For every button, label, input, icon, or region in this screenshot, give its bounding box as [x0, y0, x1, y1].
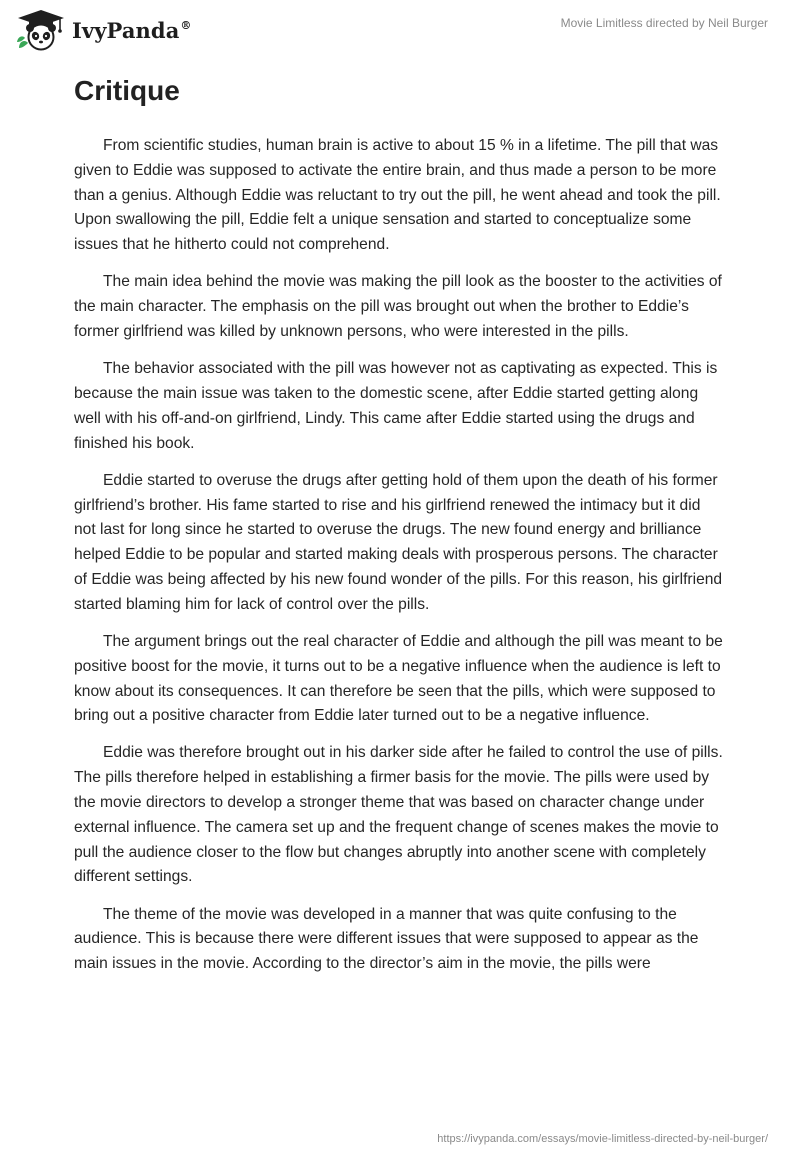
document-title: Movie Limitless directed by Neil Burger — [560, 16, 768, 30]
panda-graduation-cap-icon — [14, 8, 68, 52]
paragraph: Eddie started to overuse the drugs after getting hold of them upon the death of his former girlfriend’s brother. His fame started to rise and his girlfriend renewed the intimacy but it did not last for long since he started to overuse the drugs. The new found energy and brilliance helped Eddie to be popular and started making deals with prosperous persons. The character of Eddie was being affected by his new found wonder of the pills. For this reason, his girlfriend started blaming him for lack of control over the pills. — [74, 471, 723, 613]
page-header — [0, 0, 800, 64]
paragraph: The main idea behind the movie was making the pill look as the booster to the activities of the main character. The emphasis on the pill was brought out when the brother to Eddie’s former girlfriend was killed by unknown persons, who were interested in the pills. — [74, 273, 722, 340]
ivypanda-logo[interactable] — [14, 8, 192, 52]
paragraph: From scientific studies, human brain is active to about 15 % in a lifetime. The pill that was given to Eddie was supposed to activate the entire brain, and thus made a person to be more than a genius. Although Eddie was reluctant to try out the pill, he went ahead and took the pill. Upon swallowing the pill, Eddie felt a unique sensation and started to conceptualize some issues that he hitherto could not comprehend. — [74, 137, 721, 254]
paragraph: The theme of the movie was developed in a manner that was quite confusing to the audience. This is because there were different issues that were supposed to appear as the main issues in the movie. According to the director’s aim in the movie, the pills were — [74, 905, 699, 973]
brand-name-text: IvyPanda — [72, 17, 180, 43]
registered-mark: ® — [180, 18, 192, 32]
paragraph: The argument brings out the real character of Eddie and although the pill was meant to be positive boost for the movie, it turns out to be a negative influence when the audience is left to know about its consequences. It can therefore be seen that the pills, which were supposed to bring out a positive character from Eddie later turned out to be a negative influence. — [74, 632, 723, 725]
source-url-link[interactable]: https://ivypanda.com/essays/movie-limitless-directed-by-neil-burger/ — [437, 1133, 768, 1145]
paragraph: Eddie was therefore brought out in his darker side after he failed to control the use of pills. The pills therefore helped in establishing a firmer basis for the movie. The pills were used by the movie directors to develop a stronger theme that was based on character change under external influence. The camera set up and the frequent change of scenes makes the movie to pull the audience closer to the flow but changes abruptly into another scene with completely different settings. — [74, 744, 723, 886]
paragraph: The behavior associated with the pill was however not as captivating as expected. This is because the main issue was taken to the domestic scene, after Eddie started getting along well with his off-and-on girlfriend, Lindy. This came after Eddie started using the drugs and finished his book. — [74, 360, 718, 452]
brand-name — [72, 18, 192, 43]
section-heading: Critique — [74, 75, 180, 106]
essay-section — [74, 72, 726, 989]
